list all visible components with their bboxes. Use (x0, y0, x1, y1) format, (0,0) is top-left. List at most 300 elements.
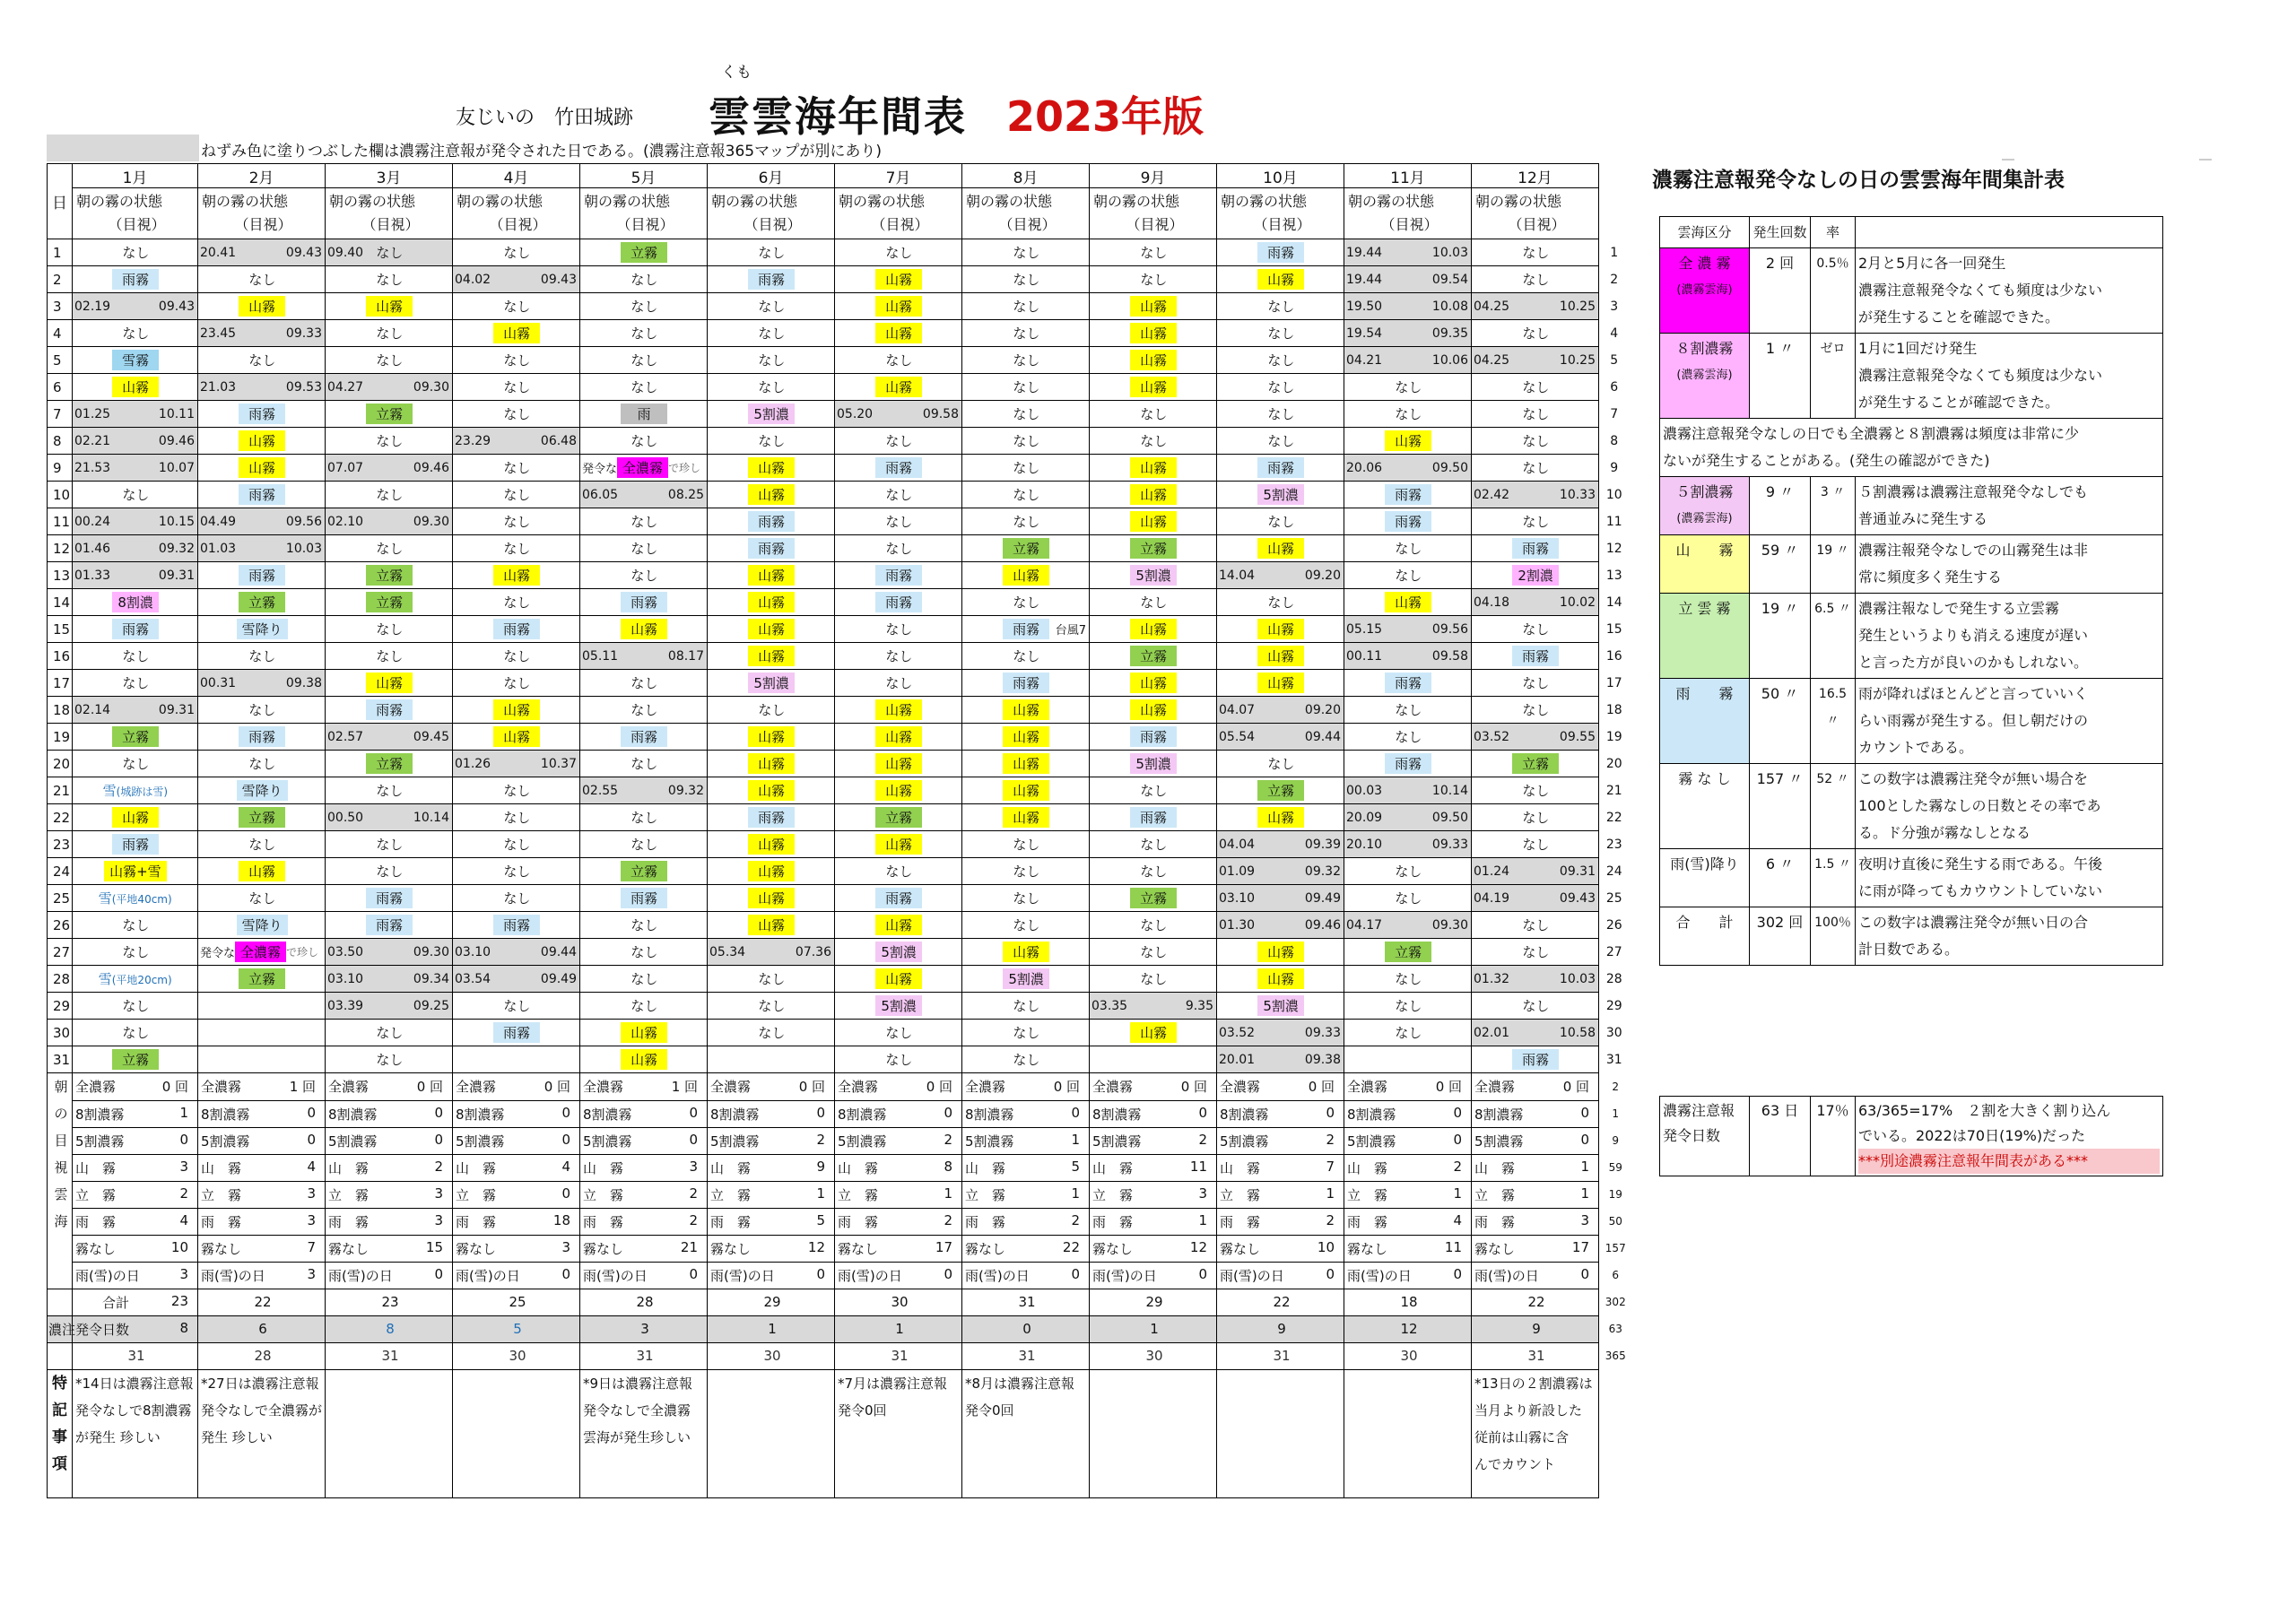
category-rate: 6.5 〃 (1811, 594, 1856, 679)
month-total-cell (453, 1289, 580, 1315)
month-note (198, 1369, 326, 1497)
state-text: なし (376, 864, 404, 880)
category-count: 3 (434, 1185, 443, 1202)
summary-row (1660, 334, 2163, 419)
day-cell (835, 804, 962, 831)
state-text: なし (1013, 460, 1040, 476)
alert-days: 5 (513, 1321, 522, 1337)
category-count: 0 回 (1053, 1079, 1080, 1096)
month-header (1344, 164, 1472, 188)
state-text: なし (885, 487, 913, 503)
fog-tag: 雪降り (237, 619, 288, 639)
day-number: 6 (48, 374, 73, 401)
day-cell (453, 831, 580, 858)
alert-end-time: 09.35 (1431, 325, 1468, 341)
day-cell (198, 643, 326, 670)
alert-start-time: 19.54 (1346, 325, 1383, 341)
category-cell (1660, 764, 1750, 849)
category-name: 山 霧 (456, 1159, 497, 1176)
merged-note (1660, 419, 2163, 477)
day-cell (1472, 589, 1599, 616)
day-cell (198, 670, 326, 697)
day-cell (453, 266, 580, 293)
alert-start-time: 00.11 (1346, 648, 1383, 664)
summary-cell (708, 1127, 835, 1154)
state-text: なし (758, 433, 786, 449)
fog-tag: 山霧 (748, 753, 795, 774)
day-number: 10 (48, 482, 73, 508)
state-text: なし (1522, 621, 1550, 638)
day-cell (73, 993, 198, 1020)
fog-tag: 雨霧 (1512, 1049, 1559, 1070)
category-cell (1660, 594, 1750, 679)
state-line1: 朝の霧の状態 (1475, 193, 1562, 210)
summary-cell (1344, 1127, 1472, 1154)
day-cell (708, 643, 835, 670)
day-cell (453, 777, 580, 804)
day-cell (1344, 293, 1472, 320)
right-day-number: 26 (1605, 917, 1622, 933)
state-text: なし (376, 621, 404, 638)
category-count: 1 (1198, 1211, 1207, 1228)
side-char: 雲 (54, 1186, 68, 1202)
category-name: 8割濃霧 (456, 1106, 505, 1123)
day-cell (326, 751, 453, 777)
fog-tag: 雨霧 (366, 915, 413, 935)
state-text: なし (631, 433, 658, 449)
notes-row (48, 1369, 1630, 1497)
state-text: なし (1140, 971, 1168, 987)
day-cell (580, 670, 708, 697)
description-line: と言った方が良いのかもしれない。 (1858, 654, 2089, 671)
alert-days-cell (198, 1315, 326, 1342)
state-text: なし (248, 272, 276, 288)
state-line2: （目視） (871, 216, 929, 233)
category-count: 50 〃 (1750, 679, 1811, 764)
summary-cell (1090, 1181, 1217, 1208)
day-cell (73, 885, 198, 912)
category-name: 雨(雪)の日 (1220, 1267, 1284, 1284)
alert-end-time: 09.43 (1559, 890, 1596, 906)
fog-tag: 雨霧 (1130, 807, 1177, 828)
fog-tag: 立霧 (1130, 646, 1177, 666)
summary-row (1660, 248, 2163, 334)
category-count: 0 (179, 1131, 188, 1148)
category-total: 2 (1612, 1080, 1620, 1093)
category-name: 5割濃霧 (1092, 1133, 1142, 1150)
category-count: 2 (1198, 1131, 1207, 1148)
category-count: 0 (689, 1265, 698, 1282)
right-day-number: 20 (1605, 756, 1622, 771)
day-cell (1472, 508, 1599, 535)
fog-tag: 立霧 (112, 726, 159, 747)
alert-days-cell (48, 1315, 198, 1342)
day-cell (962, 374, 1090, 401)
alert-end-time: 09.56 (285, 514, 322, 529)
day-cell (73, 239, 198, 266)
category-count: 1 回 (671, 1079, 698, 1096)
summary-cell (835, 1262, 962, 1289)
state-text: なし (1522, 675, 1550, 691)
category-name: 雨 霧 (201, 1213, 242, 1230)
category-cell (1660, 248, 1750, 334)
day-cell (1472, 428, 1599, 455)
fog-tag: 山霧 (112, 377, 159, 397)
day-cell (580, 508, 708, 535)
day-cell (708, 320, 835, 347)
days-in-month: 31 (73, 1342, 198, 1369)
category-name: 山 霧 (328, 1159, 370, 1176)
state-text: なし (1395, 998, 1422, 1014)
alert-start-time: 01.30 (1219, 917, 1256, 933)
alert-end-time: 09.44 (1304, 729, 1341, 744)
category-rate: 19 〃 (1811, 535, 1856, 594)
alert-start-time: 05.34 (709, 944, 746, 959)
category-name: 雨(雪)の日 (965, 1267, 1030, 1284)
fog-tag: 山霧 (1130, 350, 1177, 370)
state-line2: （目視） (1508, 216, 1566, 233)
fog-tag: 2割濃 (1512, 565, 1559, 586)
state-text: なし (1522, 245, 1550, 261)
table-row (48, 670, 1630, 697)
day-cell (580, 320, 708, 347)
state-text: なし (1013, 379, 1040, 395)
month-label: 5月 (631, 169, 657, 187)
state-text: なし (1522, 514, 1550, 530)
month-note (1217, 1369, 1344, 1497)
description-line: この数字は濃霧注発令が無い日の合 (1858, 914, 2089, 931)
fog-tag: 山霧 (1003, 780, 1049, 801)
state-text: なし (631, 541, 658, 557)
snow-note: (平地40cm) (111, 893, 172, 906)
day-cell (1090, 374, 1217, 401)
day-cell (1090, 508, 1217, 535)
fog-tag: 立霧 (1130, 888, 1177, 908)
fog-tag: 5割濃 (1130, 565, 1177, 586)
category-description (1856, 594, 2163, 679)
note-line: 従前は山霧に含 (1474, 1428, 1570, 1445)
day-cell (453, 508, 580, 535)
fog-tag: 山霧 (239, 430, 285, 451)
state-text: なし (122, 675, 150, 691)
alert-start-time: 03.52 (1474, 729, 1510, 744)
fog-tag: 山霧 (112, 807, 159, 828)
state-text: なし (376, 1052, 404, 1068)
state-text: なし (503, 299, 531, 315)
note-suffix: で珍し (668, 462, 701, 474)
category-name: 5割濃霧 (1220, 1133, 1269, 1150)
state-text: なし (503, 487, 531, 503)
fog-tag: 山霧 (748, 592, 795, 612)
summary-cell (835, 1100, 962, 1127)
summary-cell (1472, 1181, 1599, 1208)
summary-cell (1344, 1100, 1472, 1127)
fog-tag: 立霧 (1130, 538, 1177, 559)
state-line1: 朝の霧の状態 (839, 193, 926, 210)
summary-cell (580, 1235, 708, 1262)
state-text: なし (885, 245, 913, 261)
category-count: 2 (434, 1158, 443, 1175)
category-name: 全濃霧 (1220, 1079, 1261, 1096)
fog-tag: 山霧 (875, 780, 922, 801)
summary-cell (326, 1262, 453, 1289)
category-count: 22 (1062, 1238, 1080, 1255)
day-cell (1217, 939, 1344, 966)
day-cell (962, 562, 1090, 589)
state-text: なし (885, 621, 913, 638)
month-note (326, 1369, 453, 1497)
state-text: なし (1013, 299, 1040, 315)
state-line2: （目視） (1126, 216, 1184, 233)
category-name: 雨 霧 (1675, 685, 1734, 702)
month-total: 18 (1400, 1294, 1418, 1310)
fog-tag: 山霧 (1130, 673, 1177, 693)
days-in-month: 30 (1344, 1342, 1472, 1369)
day-cell (1344, 831, 1472, 858)
summary-title: 濃霧注意報発令なしの日の雲雲海年間集計表 (1652, 169, 2065, 192)
day-cell (1217, 482, 1344, 508)
day-cell (73, 777, 198, 804)
fog-tag: 山霧 (366, 673, 413, 693)
category-count: 21 (680, 1238, 698, 1255)
category-name: 8割濃霧 (201, 1106, 250, 1123)
alert-end-time: 09.20 (1304, 702, 1341, 717)
day-cell (1217, 428, 1344, 455)
day-cell (1344, 401, 1472, 428)
month-total: 29 (1145, 1294, 1163, 1310)
table-row (48, 428, 1630, 455)
day-cell (580, 777, 708, 804)
fog-tag: 山霧 (1385, 430, 1431, 451)
day-cell (326, 912, 453, 939)
day-cell (962, 455, 1090, 482)
state-text: なし (631, 810, 658, 826)
category-cell (1660, 907, 1750, 966)
summary-cell (1344, 1262, 1472, 1289)
days-in-month: 31 (1472, 1342, 1599, 1369)
day-cell (198, 885, 326, 912)
summary-row (48, 1235, 1630, 1262)
alert-start-time: 01.26 (455, 756, 491, 771)
fog-tag: 山霧 (366, 296, 413, 317)
state-text: なし (1522, 460, 1550, 476)
summary-cell (73, 1181, 198, 1208)
fog-tag: 山霧 (1130, 323, 1177, 343)
alert-end-time: 09.46 (413, 460, 449, 475)
fog-tag: 雨霧 (875, 888, 922, 908)
state-text: なし (631, 971, 658, 987)
day-cell (835, 939, 962, 966)
day-cell (1472, 239, 1599, 266)
state-text: なし (122, 1025, 150, 1041)
category-name: 雨 霧 (710, 1213, 752, 1230)
state-line1: 朝の霧の状態 (584, 193, 671, 210)
day-cell (1344, 347, 1472, 374)
alert-start-time: 03.54 (455, 971, 491, 986)
state-text: なし (1267, 756, 1295, 772)
right-day-number: 24 (1605, 864, 1622, 879)
day-cell (1090, 239, 1217, 266)
alert-start-time: 02.10 (327, 514, 364, 529)
day-cell (326, 293, 453, 320)
day-cell (73, 804, 198, 831)
state-text: なし (1140, 272, 1168, 288)
day-cell (1090, 777, 1217, 804)
alert-start-time: 03.10 (327, 971, 364, 986)
state-header (962, 188, 1090, 239)
alert-days: 1 (895, 1321, 904, 1337)
day-cell (326, 939, 453, 966)
state-text: なし (631, 944, 658, 960)
state-text: なし (885, 541, 913, 557)
category-sub: (濃霧雲海) (1676, 512, 1733, 525)
table-row (48, 347, 1630, 374)
category-name: 立 霧 (838, 1186, 879, 1203)
notes-label (48, 1369, 73, 1497)
day-cell (326, 266, 453, 293)
category-name: 全濃霧 (710, 1079, 752, 1096)
summary-cell (73, 1073, 198, 1101)
state-text: なし (1140, 433, 1168, 449)
state-text: なし (503, 541, 531, 557)
fog-tag: 山霧 (621, 1022, 667, 1043)
fog-tag: 山霧 (748, 915, 795, 935)
day-cell (580, 455, 708, 482)
month-note (1344, 1369, 1472, 1497)
month-header (1472, 164, 1599, 188)
table-row (48, 885, 1630, 912)
snow-label: 雪 (98, 890, 112, 907)
day-cell (198, 858, 326, 885)
summary-cell (198, 1181, 326, 1208)
state-text: なし (503, 998, 531, 1014)
day-cell (326, 508, 453, 535)
category-count: 0 (944, 1104, 952, 1121)
month-label: 12月 (1518, 169, 1552, 187)
day-cell (1472, 374, 1599, 401)
fog-tag: 5割濃 (1003, 968, 1049, 989)
category-name: 5割濃霧 (1347, 1133, 1396, 1150)
day-cell (1217, 966, 1344, 993)
category-count: 0 (1580, 1265, 1589, 1282)
note-line: 雲海が発生珍しい (583, 1428, 691, 1445)
alert-start-time: 01.46 (74, 541, 111, 556)
alert-start-time: 06.05 (582, 487, 619, 502)
day-cell (962, 428, 1090, 455)
month-label: 3月 (376, 169, 402, 187)
day-cell (326, 643, 453, 670)
day-cell (1344, 777, 1472, 804)
category-sub: (濃霧雲海) (1676, 369, 1733, 382)
fog-tag: 雪降り (237, 915, 288, 935)
category-total: 6 (1612, 1269, 1620, 1281)
state-text: なし (1522, 702, 1550, 718)
alert-start-time: 01.25 (74, 406, 111, 421)
day-cell (708, 670, 835, 697)
day-cell (962, 751, 1090, 777)
day-cell (326, 562, 453, 589)
state-line2: （目視） (361, 216, 420, 233)
summary-cell (1344, 1073, 1472, 1101)
alert-end-time: 09.39 (1304, 837, 1341, 852)
day-column-header (48, 164, 73, 239)
month-label: 2月 (248, 169, 274, 187)
day-cell (1090, 535, 1217, 562)
day-cell (835, 239, 962, 266)
category-name: 山 霧 (583, 1159, 624, 1176)
category-count: 11 (1189, 1158, 1207, 1175)
fog-tag: 雨霧 (239, 565, 285, 586)
category-count: 2 (1071, 1211, 1080, 1228)
alert-summary-table (1659, 1096, 2163, 1176)
day-cell (835, 885, 962, 912)
day-cell (708, 374, 835, 401)
day-cell (1472, 1046, 1599, 1073)
category-count: 0 (1453, 1265, 1462, 1282)
day-number: 28 (48, 966, 73, 993)
month-note (73, 1369, 198, 1497)
day-cell (708, 751, 835, 777)
state-header (1217, 188, 1344, 239)
category-name: 全濃霧 (328, 1079, 370, 1096)
day-cell (962, 885, 1090, 912)
day-cell (326, 885, 453, 912)
state-text: なし (1013, 595, 1040, 611)
day-cell (1090, 912, 1217, 939)
fog-tag: 山霧 (748, 726, 795, 747)
fog-tag: 山霧 (1003, 753, 1049, 774)
day-cell (580, 724, 708, 751)
alert-end-time: 09.30 (1431, 917, 1468, 933)
day-cell (1090, 670, 1217, 697)
alert-end-time: 09.32 (158, 541, 195, 556)
description-line: 濃霧注報発令なしでの山霧発生は非 (1858, 542, 2089, 559)
month-total-cell (962, 1289, 1090, 1315)
category-count: 3 (561, 1238, 570, 1255)
summary-cell (73, 1154, 198, 1181)
day-cell (1344, 751, 1472, 777)
table-row (48, 751, 1630, 777)
day-cell (198, 912, 326, 939)
day-cell (198, 831, 326, 858)
day-cell (1090, 804, 1217, 831)
month-note (453, 1369, 580, 1497)
summary-cell (198, 1127, 326, 1154)
day-cell (962, 993, 1090, 1020)
alert-end-time: 10.03 (1431, 245, 1468, 260)
category-total: 50 (1608, 1215, 1622, 1228)
state-text: なし (758, 325, 786, 342)
category-name: 立 雲 霧 (1678, 600, 1731, 617)
day-cell (1090, 724, 1217, 751)
day-cell (1217, 751, 1344, 777)
day-cell (835, 831, 962, 858)
state-text: なし (1140, 944, 1168, 960)
summary-cell (326, 1127, 453, 1154)
fog-tag: 立霧 (112, 1049, 159, 1070)
fog-tag: 山霧 (875, 323, 922, 343)
state-text: なし (503, 890, 531, 907)
fog-tag: 雨霧 (621, 726, 667, 747)
summary-cell (453, 1100, 580, 1127)
category-name: 雨 霧 (1474, 1213, 1516, 1230)
category-count: 0 (944, 1265, 952, 1282)
day-number: 15 (48, 616, 73, 643)
table-row (48, 482, 1630, 508)
day-cell (1344, 966, 1472, 993)
day-number: 1 (48, 239, 73, 266)
category-count: 7 (1326, 1158, 1335, 1175)
